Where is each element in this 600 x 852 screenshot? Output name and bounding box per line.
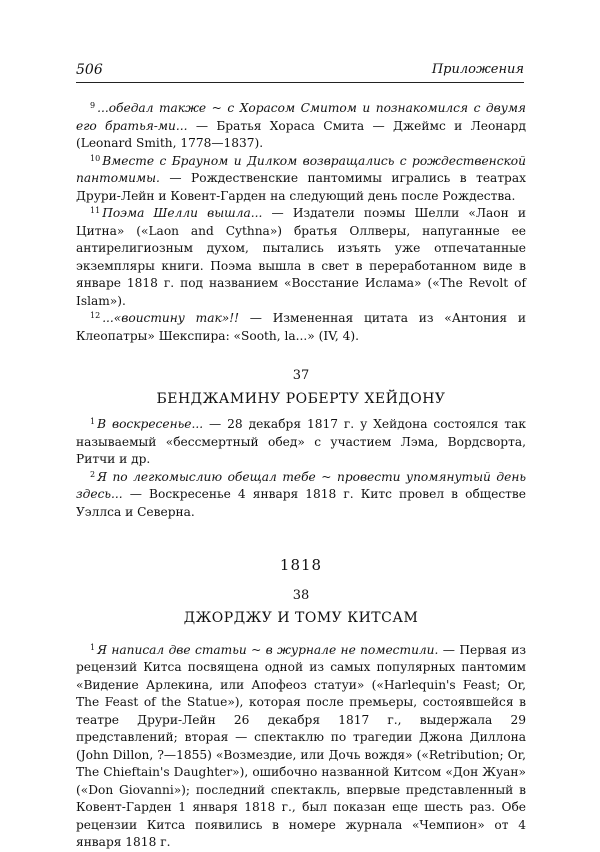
- footnote-number: 1: [90, 417, 96, 426]
- footnote-37-1: [76, 416, 526, 469]
- footnote-text: — Рождественские пантомимы игрались в театрах Друри-Лейн и Ковент-Гарден на следующий день после Рождества.: [76, 171, 526, 203]
- section-number-37: 37: [292, 368, 310, 383]
- footnote-text: — Издатели поэмы Шелли «Лаон и Цитна» («Laon and Cythna») братья Оллверы, напуганные ее антирелигиозным духом, пытались изъять уже отпечатанные экземпляры книги. Поэма вышла в свет в переработанном виде в январе 1818 г. под названием «Восстание Ислама» («The Revolt of Islam»).: [76, 206, 526, 308]
- footnote-text: — Первая из рецензий Китса посвящена одной из самых популярных пантомим «Видение Арлекина, или Апофеоз статуи» («Harlequin's Feast; Or, The Feast of the Statue»), которая после премьеры, состоявшейся в театре Друри-Лейн 26 декабря 1817 г., выдержала 29 представлений; вторая — спектаклю по трагедии Джона Диллона (John Dillon, ?—1855) «Возмездие, или Дочь вождя» («Retribution; Or, The Chieftain's Daughter»), ошибочно названной Китсом «Дон Жуан» («Don Giovanni»); последний спектакль, впервые представленный в Ковент-Гарден 1 января 1818 г., был показан еще шесть раз. Обе рецензии Китса появились в номере журнала «Чемпион» от 4 января 1818 г.: [76, 642, 527, 849]
- section-number-38: 38: [292, 587, 310, 603]
- footnote-number: 2: [90, 469, 96, 479]
- footnote-lemma: Поэма Шелли вышла...: [102, 206, 263, 220]
- running-title: Приложения: [431, 62, 524, 77]
- page-number: 506: [76, 62, 103, 78]
- footnote-lemma: Вместе с Брауном и Дилком возвращались с рождественской пантомимы.: [76, 153, 526, 185]
- footnote-number: 11: [90, 206, 101, 215]
- footnote-lemma: Я написал две статьи ~ в журнале не поместили.: [97, 642, 439, 657]
- page-body: [76, 100, 526, 852]
- footnote-10: [76, 153, 526, 206]
- footnote-text: — Братья Хораса Смита — Джеймс и Леонард (Leonard Smith, 1778—1837).: [76, 118, 526, 150]
- footnote-number: 1: [90, 642, 96, 652]
- footnote-number: 10: [90, 153, 101, 163]
- footnote-12: [76, 310, 526, 345]
- footnote-number: 12: [90, 311, 101, 320]
- footnote-38-1: [76, 642, 526, 852]
- footnote-text: — Воскресенье 4 января 1818 г. Китс провел в обществе Уэллса и Северна.: [76, 487, 526, 519]
- year-heading: 1818: [279, 556, 323, 574]
- footnote-9: [76, 100, 526, 153]
- footnote-text: — Измененная цитата из «Антония и Клеопатры» Шекспира: «Sooth, la...» (IV, 4).: [76, 311, 526, 343]
- section-title-38: ДЖОРДЖУ И ТОМУ КИТСАМ: [183, 610, 419, 626]
- section-title-37: БЕНДЖАМИНУ РОБЕРТУ ХЕЙДОНУ: [156, 390, 446, 407]
- footnote-text: — 28 декабря 1817 г. у Хейдона состоялся так называемый «бессмертный обед» с участием Лэма, Вордсворта, Ритчи и др.: [76, 417, 526, 466]
- footnote-lemma: ...обедал также ~ с Хорасом Смитом и познакомился с двумя его братья-ми...: [76, 101, 526, 133]
- footnote-number: 9: [90, 101, 96, 110]
- running-header: [76, 62, 524, 80]
- footnote-lemma: ...«воистину так»!!: [102, 311, 239, 325]
- footnote-37-2: [76, 469, 526, 522]
- footnote-lemma: Я по легкомыслию обещал тебе ~ провести упомянутый день здесь...: [76, 469, 526, 501]
- footnote-lemma: В воскресенье...: [97, 417, 204, 431]
- footnote-11: [76, 205, 526, 310]
- header-rule: [76, 82, 524, 83]
